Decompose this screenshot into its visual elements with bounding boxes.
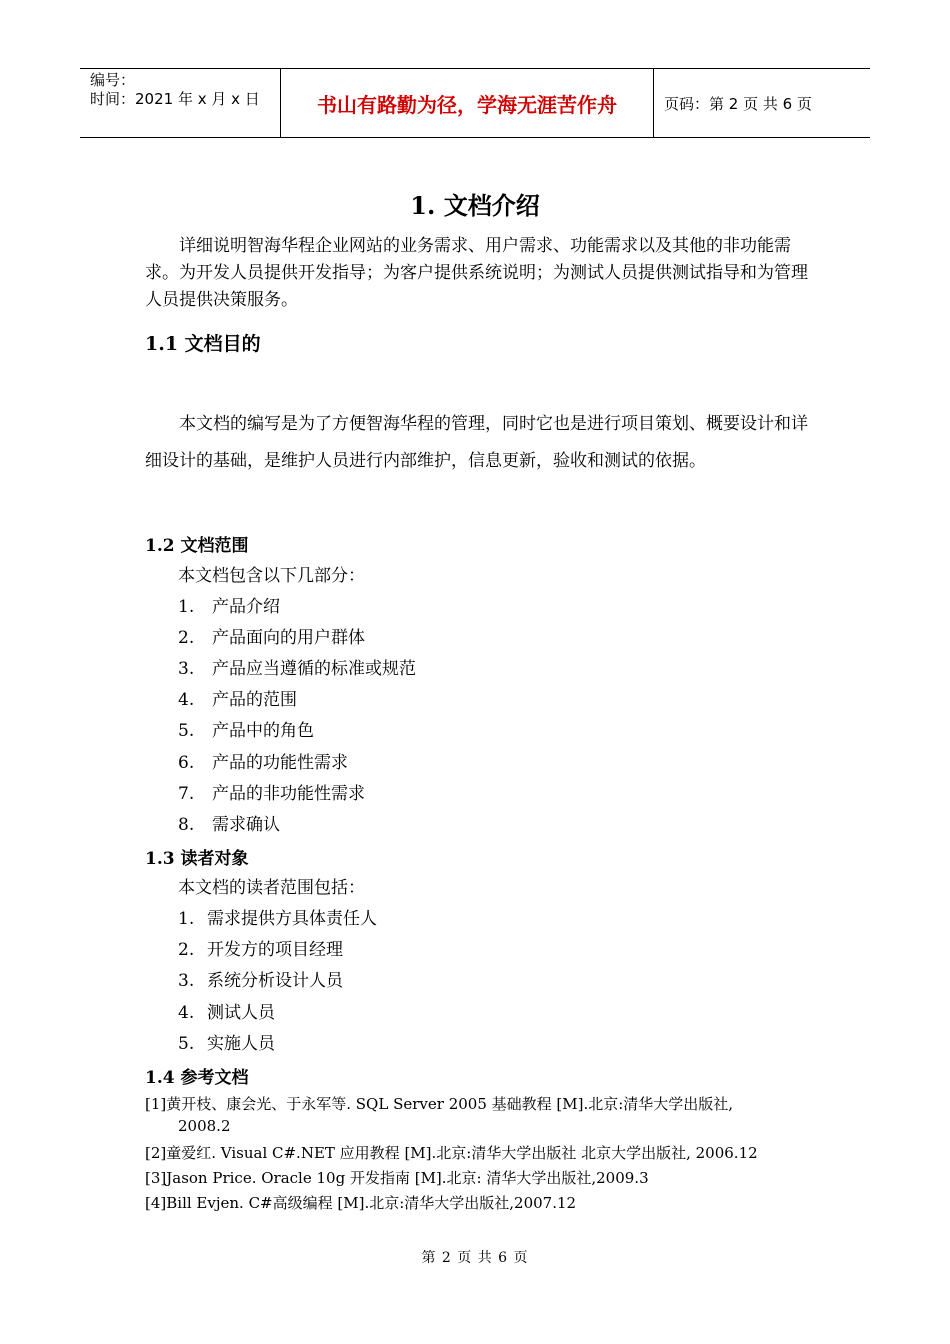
list-item — [178, 623, 365, 648]
list-item — [178, 654, 416, 679]
list-item — [178, 716, 314, 741]
list-item-text: 产品应当遵循的标准或规范 — [212, 659, 416, 679]
list-item — [178, 748, 348, 773]
purpose-paragraph: 本文档的编写是为了方便智海华程的管理，同时它也是进行项目策划、概要设计和详细设计的基础，是维护人员进行内部维护，信息更新，验收和测试的依据。 — [145, 414, 808, 471]
list-item-number: 6. — [178, 753, 195, 773]
list-item-number: 3. — [178, 971, 195, 991]
list-item-text: 产品的非功能性需求 — [212, 784, 365, 804]
reference-item: [3]Jason Price. Oracle 10g 开发指南 [M].北京: 清华大学出版社,2009.3 — [145, 1169, 649, 1187]
scope-lead: 本文档包含以下几部分： — [178, 566, 365, 586]
reference-item: [4]Bill Evjen. C#高级编程 [M].北京:清华大学出版社,2007.12 — [145, 1194, 577, 1212]
list-item-number: 7. — [178, 784, 195, 804]
readers-lead: 本文档的读者范围包括： — [178, 878, 365, 898]
list-item — [178, 779, 365, 804]
document-number-label: 编号： — [90, 71, 136, 89]
list-item-number: 1. — [178, 909, 195, 929]
list-item-text: 产品的范围 — [212, 690, 297, 710]
list-item — [178, 998, 275, 1023]
list-item — [178, 904, 377, 929]
scope-heading: 1.2 文档范围 — [145, 536, 249, 556]
list-item-number: 5. — [178, 721, 195, 741]
document-date-label: 时间：2021 年 x 月 x 日 — [90, 90, 260, 108]
list-item — [178, 935, 343, 960]
list-item-number: 3. — [178, 659, 195, 679]
list-item-text: 产品中的角色 — [212, 721, 314, 741]
reference-item: [1]黄开枝、康会光、于永军等. SQL Server 2005 基础教程 [M].北京:清华大学出版社, — [145, 1095, 734, 1113]
section-title: 1. 文档介绍 — [410, 191, 540, 220]
reference-item-continuation: 2008.2 — [178, 1117, 231, 1135]
list-item-text: 开发方的项目经理 — [207, 940, 343, 960]
purpose-heading: 1.1 文档目的 — [145, 333, 261, 355]
list-item-text: 系统分析设计人员 — [207, 971, 343, 991]
page-header — [80, 68, 870, 138]
list-item-number: 4. — [178, 690, 195, 710]
header-motto: 书山有路勤为径，学海无涯苦作舟 — [281, 69, 654, 137]
references-heading: 1.4 参考文档 — [145, 1068, 249, 1088]
list-item — [178, 810, 280, 835]
list-item-number: 5. — [178, 1034, 195, 1054]
list-item-text: 测试人员 — [207, 1003, 275, 1023]
list-item-number: 2. — [178, 940, 195, 960]
list-item — [178, 966, 343, 991]
list-item — [178, 685, 297, 710]
list-item-number: 8. — [178, 815, 195, 835]
list-item-text: 产品面向的用户群体 — [212, 628, 365, 648]
list-item — [178, 1029, 275, 1054]
intro-paragraph: 详细说明智海华程企业网站的业务需求、用户需求、功能需求以及其他的非功能需求。为开发人员提供开发指导；为客户提供系统说明；为测试人员提供测试指导和为管理人员提供决策服务。 — [145, 236, 808, 310]
list-item-number: 1. — [178, 597, 195, 617]
header-page-number: 页码：第 2 页 共 6 页 — [664, 95, 812, 113]
list-item-text: 实施人员 — [207, 1034, 275, 1054]
list-item-number: 2. — [178, 628, 195, 648]
list-item-number: 4. — [178, 1003, 195, 1023]
readers-heading: 1.3 读者对象 — [145, 849, 249, 869]
list-item-text: 产品介绍 — [212, 597, 280, 617]
header-info-cell — [80, 69, 281, 137]
reference-item: [2]童爱红. Visual C#.NET 应用教程 [M].北京:清华大学出版社 北京大学出版社, 2006.12 — [145, 1144, 758, 1162]
list-item — [178, 592, 280, 617]
list-item-text: 需求提供方具体责任人 — [207, 909, 377, 929]
page-footer: 第 2 页 共 6 页 — [421, 1250, 529, 1266]
list-item-text: 产品的功能性需求 — [212, 753, 348, 773]
list-item-text: 需求确认 — [212, 815, 280, 835]
